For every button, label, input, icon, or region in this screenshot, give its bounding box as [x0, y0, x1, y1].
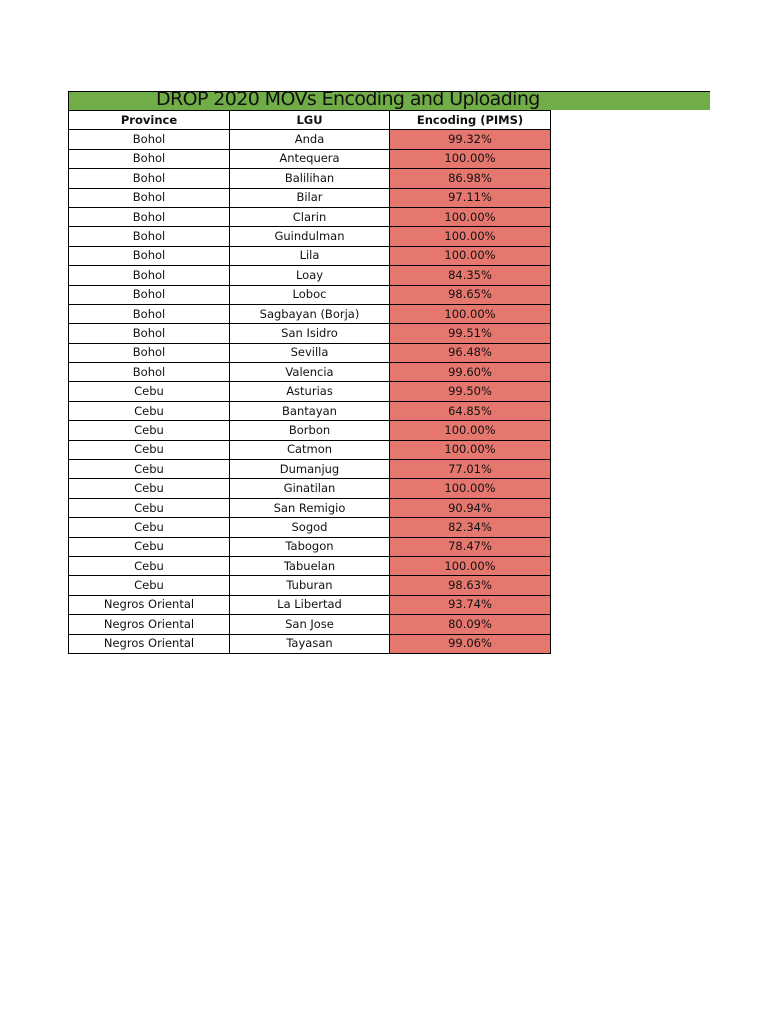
lgu-cell[interactable]: Sevilla — [230, 343, 390, 362]
encoding-cell[interactable]: 78.47% — [390, 537, 551, 556]
encoding-cell[interactable]: 99.60% — [390, 363, 551, 382]
table-row — [69, 343, 551, 362]
encoding-cell[interactable]: 100.00% — [390, 246, 551, 265]
province-cell[interactable]: Bohol — [69, 130, 230, 149]
table-row — [69, 382, 551, 401]
province-cell[interactable]: Bohol — [69, 188, 230, 207]
table-row — [69, 498, 551, 517]
province-cell[interactable]: Cebu — [69, 556, 230, 575]
lgu-cell[interactable]: Dumanjug — [230, 460, 390, 479]
encoding-cell[interactable]: 90.94% — [390, 498, 551, 517]
encoding-cell[interactable]: 97.11% — [390, 188, 551, 207]
table-row — [69, 556, 551, 575]
province-cell[interactable]: Bohol — [69, 207, 230, 226]
lgu-cell[interactable]: San Jose — [230, 615, 390, 634]
province-cell[interactable]: Cebu — [69, 382, 230, 401]
province-cell[interactable]: Bohol — [69, 343, 230, 362]
lgu-cell[interactable]: Sagbayan (Borja) — [230, 304, 390, 323]
table-row — [69, 518, 551, 537]
lgu-cell[interactable]: Bilar — [230, 188, 390, 207]
encoding-cell[interactable]: 100.00% — [390, 556, 551, 575]
lgu-cell[interactable]: Tuburan — [230, 576, 390, 595]
encoding-cell[interactable]: 86.98% — [390, 169, 551, 188]
encoding-cell[interactable]: 80.09% — [390, 615, 551, 634]
lgu-cell[interactable]: La Libertad — [230, 595, 390, 614]
lgu-cell[interactable]: Sogod — [230, 518, 390, 537]
province-cell[interactable]: Bohol — [69, 227, 230, 246]
table-row — [69, 634, 551, 653]
province-cell[interactable]: Cebu — [69, 460, 230, 479]
table-row — [69, 479, 551, 498]
lgu-cell[interactable]: Tayasan — [230, 634, 390, 653]
province-cell[interactable]: Negros Oriental — [69, 634, 230, 653]
encoding-cell[interactable]: 99.51% — [390, 324, 551, 343]
lgu-cell[interactable]: San Isidro — [230, 324, 390, 343]
encoding-cell[interactable]: 93.74% — [390, 595, 551, 614]
table-header — [69, 111, 551, 130]
lgu-cell[interactable]: Asturias — [230, 382, 390, 401]
province-cell[interactable]: Cebu — [69, 576, 230, 595]
sheet-title: DROP 2020 MOVs Encoding and Uploading — [156, 88, 540, 110]
table-row — [69, 130, 551, 149]
province-cell[interactable]: Negros Oriental — [69, 615, 230, 634]
lgu-cell[interactable]: Bantayan — [230, 401, 390, 420]
table-row — [69, 460, 551, 479]
encoding-cell[interactable]: 99.06% — [390, 634, 551, 653]
lgu-cell[interactable]: Balilihan — [230, 169, 390, 188]
province-cell[interactable]: Cebu — [69, 498, 230, 517]
table-body — [69, 130, 551, 654]
lgu-cell[interactable]: Tabuelan — [230, 556, 390, 575]
province-cell[interactable]: Cebu — [69, 537, 230, 556]
table-row — [69, 324, 551, 343]
table-row — [69, 188, 551, 207]
encoding-cell[interactable]: 64.85% — [390, 401, 551, 420]
encoding-cell[interactable]: 84.35% — [390, 266, 551, 285]
table-row — [69, 401, 551, 420]
encoding-table — [68, 110, 551, 654]
province-cell[interactable]: Bohol — [69, 363, 230, 382]
table-row — [69, 421, 551, 440]
encoding-cell[interactable]: 99.32% — [390, 130, 551, 149]
province-cell[interactable]: Bohol — [69, 149, 230, 168]
lgu-cell[interactable]: Loboc — [230, 285, 390, 304]
province-cell[interactable]: Bohol — [69, 266, 230, 285]
table-row — [69, 304, 551, 323]
lgu-cell[interactable]: Loay — [230, 266, 390, 285]
table-row — [69, 207, 551, 226]
lgu-cell[interactable]: Tabogon — [230, 537, 390, 556]
table-row — [69, 149, 551, 168]
encoding-cell[interactable]: 96.48% — [390, 343, 551, 362]
title-cell — [68, 87, 550, 112]
header-row — [69, 111, 551, 130]
encoding-cell[interactable]: 82.34% — [390, 518, 551, 537]
province-cell[interactable]: Cebu — [69, 479, 230, 498]
province-cell[interactable]: Bohol — [69, 304, 230, 323]
encoding-cell[interactable]: 99.50% — [390, 382, 551, 401]
encoding-cell[interactable]: 100.00% — [390, 227, 551, 246]
encoding-cell[interactable]: 100.00% — [390, 421, 551, 440]
encoding-cell[interactable]: 100.00% — [390, 304, 551, 323]
table-row — [69, 440, 551, 459]
encoding-cell[interactable]: 100.00% — [390, 479, 551, 498]
encoding-cell[interactable]: 98.63% — [390, 576, 551, 595]
encoding-cell[interactable]: 100.00% — [390, 440, 551, 459]
encoding-cell[interactable]: 100.00% — [390, 207, 551, 226]
encoding-cell[interactable]: 77.01% — [390, 460, 551, 479]
lgu-cell[interactable]: Valencia — [230, 363, 390, 382]
table-row — [69, 246, 551, 265]
table-row — [69, 615, 551, 634]
lgu-cell[interactable]: Antequera — [230, 149, 390, 168]
province-cell[interactable]: Cebu — [69, 440, 230, 459]
header-lgu[interactable]: LGU — [230, 111, 390, 130]
lgu-cell[interactable]: Clarin — [230, 207, 390, 226]
lgu-cell[interactable]: Catmon — [230, 440, 390, 459]
province-cell[interactable]: Cebu — [69, 401, 230, 420]
table-row — [69, 227, 551, 246]
province-cell[interactable]: Cebu — [69, 518, 230, 537]
lgu-cell[interactable]: Borbon — [230, 421, 390, 440]
lgu-cell[interactable]: Guindulman — [230, 227, 390, 246]
table-row — [69, 537, 551, 556]
lgu-cell[interactable]: Ginatilan — [230, 479, 390, 498]
encoding-cell[interactable]: 100.00% — [390, 149, 551, 168]
lgu-cell[interactable]: Lila — [230, 246, 390, 265]
lgu-cell[interactable]: San Remigio — [230, 498, 390, 517]
province-cell[interactable]: Cebu — [69, 421, 230, 440]
lgu-cell[interactable]: Anda — [230, 130, 390, 149]
table-row — [69, 169, 551, 188]
header-province[interactable]: Province — [69, 111, 230, 130]
table-row — [69, 266, 551, 285]
province-cell[interactable]: Negros Oriental — [69, 595, 230, 614]
header-encoding[interactable]: Encoding (PIMS) — [390, 111, 551, 130]
province-cell[interactable]: Bohol — [69, 324, 230, 343]
province-cell[interactable]: Bohol — [69, 169, 230, 188]
province-cell[interactable]: Bohol — [69, 246, 230, 265]
province-cell[interactable]: Bohol — [69, 285, 230, 304]
table-row — [69, 285, 551, 304]
table-row — [69, 363, 551, 382]
table-row — [69, 595, 551, 614]
table-row — [69, 576, 551, 595]
encoding-cell[interactable]: 98.65% — [390, 285, 551, 304]
